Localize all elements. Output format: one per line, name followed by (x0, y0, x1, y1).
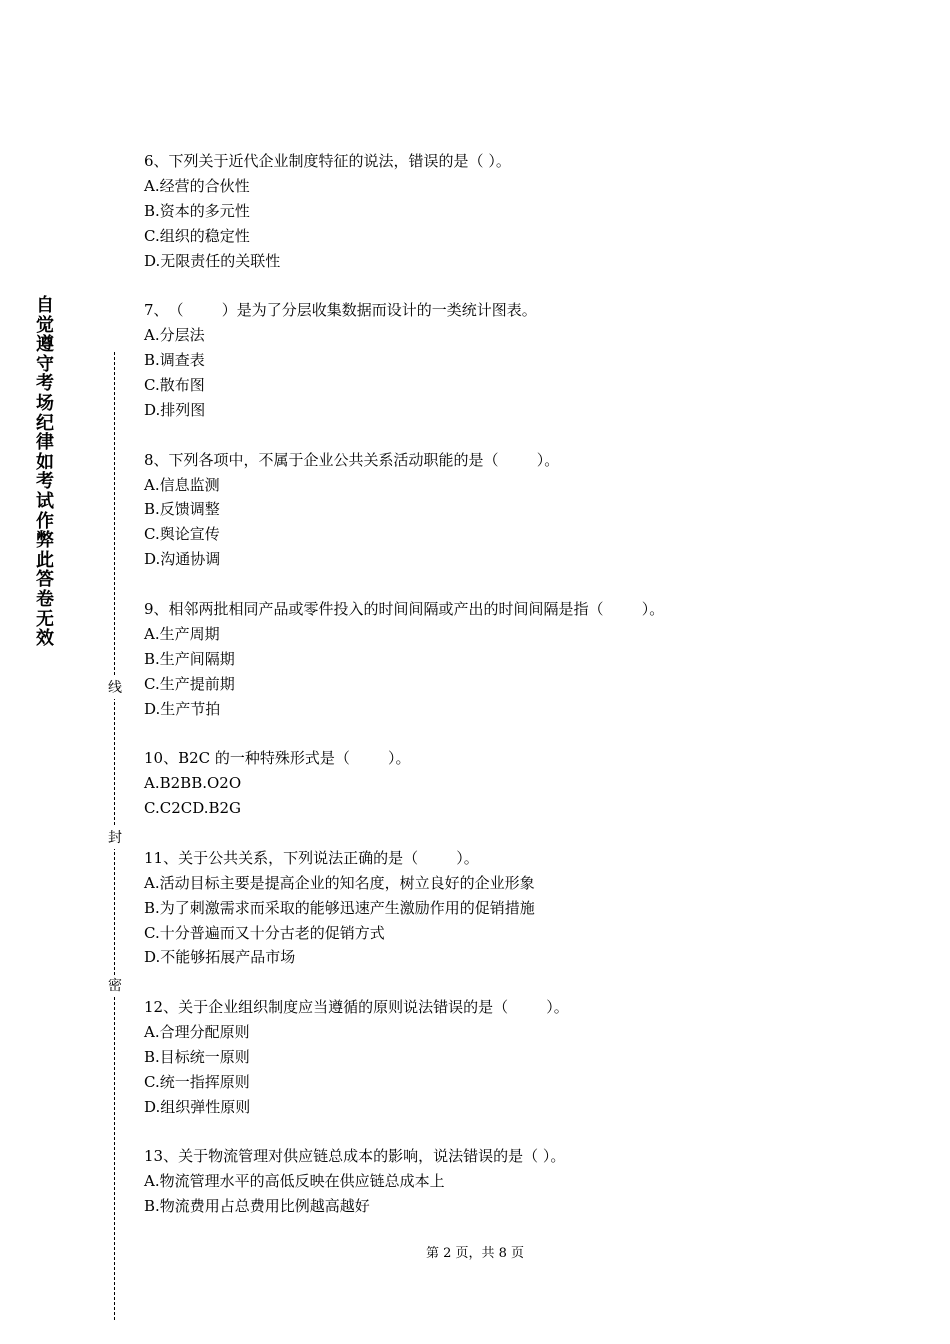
option-b: B.生产间隔期 (144, 649, 235, 668)
question-stem: 下列各项中，不属于企业公共关系活动职能的是（ ）。 (168, 450, 560, 469)
question-stem: 关于公共关系，下列说法正确的是（ ）。 (178, 848, 479, 867)
question-number: 13、 (144, 1147, 179, 1166)
page-number-footer: 第 2 页，共 8 页 (425, 1246, 525, 1261)
option-d: D.不能够拓展产品市场 (144, 948, 296, 967)
question-number: 6、 (144, 152, 169, 170)
option-a: A.生产周期 (144, 624, 220, 643)
option-a: A.经营的合伙性 (144, 176, 250, 195)
option-b: B.目标统一原则 (144, 1047, 250, 1066)
option-b: B.物流费用占总费用比例越高越好 (144, 1197, 370, 1216)
question-stem: 关于物流管理对供应链总成本的影响，说法错误的是（ ）。 (178, 1147, 566, 1166)
question-number: 7、 (144, 301, 169, 320)
question-number: 8、 (144, 450, 169, 469)
question-stem: 关于企业组织制度应当遵循的原则说法错误的是（ ）。 (178, 998, 569, 1017)
question-stem: （ ）是为了分层收集数据而设计的一类统计图表。 (168, 301, 537, 320)
option-d: D.排列图 (144, 400, 206, 419)
question-number: 11、 (144, 848, 179, 867)
option-c: C.十分普遍而又十分古老的促销方式 (144, 923, 385, 942)
question-number: 10、 (144, 749, 179, 768)
option-a: A.物流管理水平的高低反映在供应链总成本上 (144, 1172, 445, 1191)
seal-char-mi: 密 (104, 975, 126, 997)
question-stem: 相邻两批相同产品或零件投入的时间间隔或产出的时间间隔是指（ ）。 (168, 599, 665, 618)
seal-char-xian: 线 (104, 677, 126, 699)
question-13 (144, 1144, 904, 1219)
option-c: C.统一指挥原则 (144, 1072, 250, 1091)
option-ab: A.B2BB.O2O (144, 774, 242, 793)
question-10 (144, 746, 904, 821)
option-b: B.反馈调整 (144, 500, 220, 519)
option-c: C.生产提前期 (144, 674, 235, 693)
option-b: B.调查表 (144, 351, 205, 370)
question-7 (144, 298, 904, 423)
question-11 (144, 846, 904, 971)
question-6 (144, 149, 904, 274)
question-9 (144, 597, 904, 722)
option-cd: C.C2CD.B2G (144, 799, 242, 818)
question-list (144, 149, 904, 1244)
option-d: D.无限责任的关联性 (144, 251, 281, 270)
option-b: B.为了刺激需求而采取的能够迅速产生激励作用的促销措施 (144, 898, 535, 917)
option-d: D.生产节拍 (144, 699, 221, 718)
question-number: 9、 (144, 599, 169, 618)
option-d: D.组织弹性原则 (144, 1097, 251, 1116)
option-b: B.资本的多元性 (144, 201, 250, 220)
option-c: C.舆论宣传 (144, 525, 220, 544)
option-d: D.沟通协调 (144, 550, 221, 569)
question-stem: 下列关于近代企业制度特征的说法，错误的是（ ）。 (168, 152, 511, 170)
seal-char-feng: 封 (104, 827, 126, 849)
option-a: A.活动目标主要是提高企业的知名度，树立良好的企业形象 (144, 873, 535, 892)
question-number: 12、 (144, 998, 179, 1017)
option-a: A.信息监测 (144, 475, 220, 494)
question-8 (144, 448, 904, 573)
question-stem: B2C 的一种特殊形式是（ ）。 (178, 749, 411, 768)
option-c: C.散布图 (144, 376, 205, 395)
question-12 (144, 995, 904, 1120)
option-c: C.组织的稳定性 (144, 226, 250, 245)
option-a: A.分层法 (144, 326, 205, 345)
exam-discipline-notice: 自觉遵守考场纪律如考试作弊此答卷无效 (36, 295, 54, 650)
option-a: A.合理分配原则 (144, 1023, 250, 1042)
